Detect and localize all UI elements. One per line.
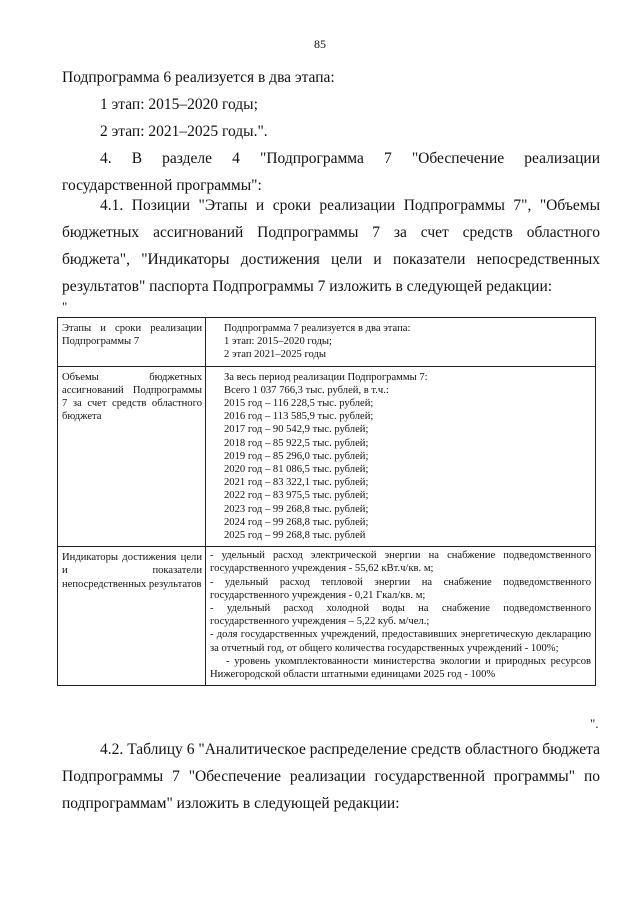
row2-line: 2015 год – 116 228,5 тыс. рублей; — [224, 398, 374, 410]
indicator-item: - удельный расход тепловой энергии на снабжение подведомственного государственного учреждения - 0,21 Гкал/кв. м; — [210, 576, 591, 601]
row2-line: 2019 год – 85 296,0 тыс. рублей; — [224, 450, 369, 462]
paragraph-3: 2 этап: 2021–2025 годы.". — [100, 123, 268, 140]
page-number: 85 — [314, 37, 326, 51]
row2-line: 2018 год – 85 922,5 тыс. рублей; — [224, 437, 369, 449]
row3-label: Индикаторы достижения цели и показатели непосредственных результатов — [58, 547, 206, 686]
row2-line: 2023 год – 99 268,8 тыс. рублей; — [224, 503, 369, 515]
row2-line: 2022 год – 83 975,5 тыс. рублей; — [224, 490, 369, 502]
row2-line: Всего 1 037 766,3 тыс. рублей, в т.ч.: — [224, 384, 389, 396]
row1-line: 1 этап: 2015–2020 годы; — [224, 336, 332, 348]
row2-line: 2020 год – 81 086,5 тыс. рублей; — [224, 464, 369, 476]
passport-table — [57, 317, 596, 686]
row2-line: За весь период реализации Подпрограммы 7: — [224, 371, 428, 383]
row2-line: 2017 год – 90 542,9 тыс. рублей; — [224, 424, 369, 436]
row1-line: Подпрограмма 7 реализуется в два этапа: — [224, 323, 411, 334]
indicator-item: - доля государственных учреждений, предоставивших энергетическую декларацию за отчетный год, от общего количества государственных учреждений - 100%; — [210, 629, 591, 654]
paragraph-6: 4.2. Таблицу 6 "Аналитическое распределение средств областного бюджета Подпрограммы 7 "Обеспечение реализации государственной программы" по подпрограммам" изложить в следующей редакции: — [62, 741, 600, 812]
row2-value — [206, 366, 596, 547]
row2-line: 2025 год – 99 268,8 тыс. рублей — [224, 530, 366, 542]
open-quote: " — [62, 299, 68, 314]
paragraph-1: Подпрограмма 6 реализуется в два этапа: — [62, 69, 335, 86]
close-quote: ". — [590, 716, 599, 731]
paragraph-4: 4. В разделе 4 "Подпрограмма 7 "Обеспечение реализации государственной программы": — [62, 150, 600, 194]
row2-line: 2016 год – 113 585,9 тыс. рублей; — [224, 411, 374, 423]
row1-value — [206, 318, 596, 367]
indicator-item: - уровень укомплектованности министерства экологии и природных ресурсов Нижегородской области штатными единицами 2025 год - 100% — [210, 655, 591, 681]
row1-line: 2 этап 2021–2025 годы — [224, 349, 327, 361]
indicator-item: - удельный расход электрической энергии на снабжение подведомственного государственного учреждения - 55,62 кВт.ч/кв. м; — [210, 550, 591, 575]
table-row — [58, 547, 596, 686]
paragraph-5: 4.1. Позиции "Этапы и сроки реализации Подпрограммы 7", "Объемы бюджетных ассигнований Подпрограммы 7 за счет средств областного бюджета", "Индикаторы достижения цели и показатели непосредственных результатов" паспорта Подпрограммы 7 изложить в следующей редакции: — [62, 197, 600, 295]
paragraph-2: 1 этап: 2015–2020 годы; — [100, 96, 258, 113]
row2-line: 2024 год – 99 268,8 тыс. рублей; — [224, 516, 369, 528]
row2-label: Объемы бюджетных ассигнований Подпрограммы 7 за счет средств областного бюджета — [58, 366, 206, 547]
indicator-item: - удельный расход холодной воды на снабжение подведомственного государственного учреждения – 5,22 куб. м/чел.; — [210, 603, 591, 628]
row3-value — [206, 547, 596, 686]
table-row — [58, 318, 596, 367]
row2-line: 2021 год – 83 322,1 тыс. рублей; — [224, 477, 369, 489]
table-row — [58, 366, 596, 547]
row1-label: Этапы и сроки реализации Подпрограммы 7 — [58, 318, 206, 367]
